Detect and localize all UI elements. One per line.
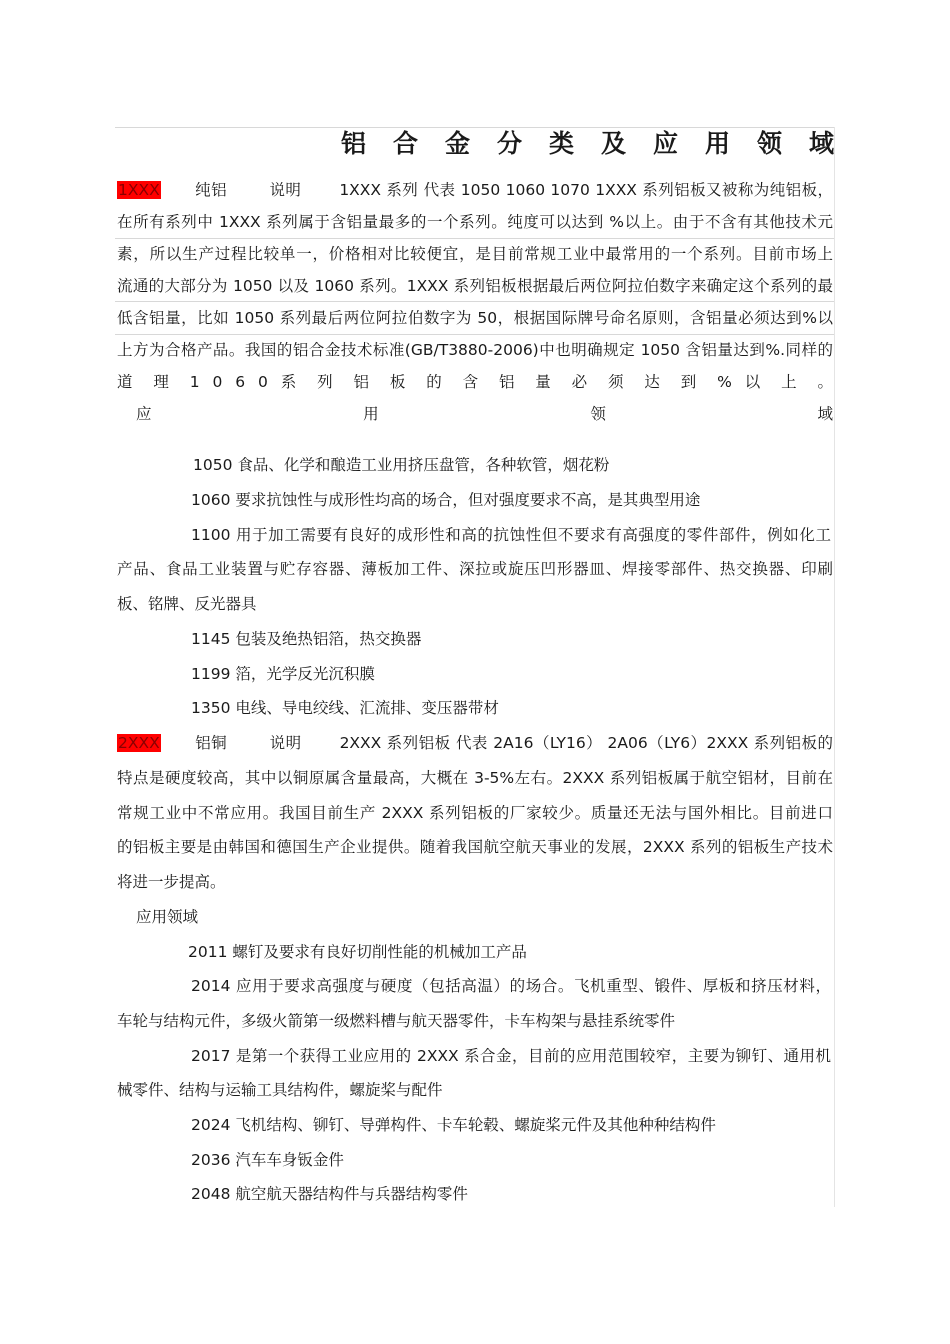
paragraph-line: 的铝板主要是由韩国和德国生产企业提供。随着我国航空航天事业的发展，2XXX 系列的铝板生产技术 (117, 838, 833, 856)
application-item: 1350 电线、导电绞线、汇流排、变压器带材 (191, 699, 499, 717)
section-heading: 应 用 领 域 (136, 405, 833, 423)
application-item: 1100 用于加工需要有良好的成形性和高的抗蚀性但不要求有高强度的零件部件，例如化工 (191, 526, 831, 544)
description-text: 1XXX 系列 代表 1050 1060 1070 1XXX 系列铝板又被称为纯铝板， (339, 181, 833, 199)
paragraph-line: 流通的大部分为 1050 以及 1060 系列。1XXX 系列铝板根据最后两位阿拉伯数字来确定这个系列的最 (117, 277, 833, 295)
paragraph-line: 特点是硬度较高，其中以铜原属含量最高，大概在 3-5%左右。2XXX 系列铝板属于航空铝材，目前在 (117, 769, 833, 787)
application-item: 2011 螺钉及要求有良好切削性能的机械加工产品 (188, 943, 527, 961)
description-label: 说明 (269, 181, 302, 199)
paragraph-line: 常规工业中不常应用。我国目前生产 2XXX 系列铝板的厂家较少。质量还无法与国外相比。目前进口 (117, 804, 833, 822)
series-tag-2xxx: 2XXX (118, 734, 160, 752)
paragraph-line: 车轮与结构元件，多级火箭第一级燃料槽与航天器零件，卡车构架与悬挂系统零件 (117, 1012, 676, 1030)
divider (115, 301, 835, 302)
paragraph-line: 道 理 1 0 6 0 系 列 铝 板 的 含 铝 量 必 须 达 到 % 以 上 。 (117, 373, 833, 391)
paragraph-line: 在所有系列中 1XXX 系列属于含铝量最多的一个系列。纯度可以达到 %以上。由于不含有其他技术元 (117, 213, 833, 231)
description-label: 说明 (269, 734, 302, 752)
paragraph-line: 将进一步提高。 (117, 873, 226, 891)
application-item: 1050 食品、化学和酿造工业用挤压盘管，各种软管，烟花粉 (193, 456, 610, 474)
description-text: 2XXX 系列铝板 代表 2A16（LY16） 2A06（LY6）2XXX 系列铝板的 (339, 734, 833, 752)
paragraph-line: 素，所以生产过程比较单一，价格相对比较便宜，是目前常规工业中最常用的一个系列。目前市场上 (117, 245, 833, 263)
series-name: 铝铜 (194, 734, 228, 752)
page-edge-rule (834, 127, 835, 1207)
application-item: 1199 箔，光学反光沉积膜 (191, 665, 375, 683)
series-name: 纯铝 (194, 181, 228, 199)
application-item: 1145 包装及绝热铝箔，热交换器 (191, 630, 422, 648)
application-item: 1060 要求抗蚀性与成形性均高的场合，但对强度要求不高，是其典型用途 (191, 491, 701, 509)
page-title: 铝合金分类及应用领域 (340, 129, 861, 158)
application-item: 2024 飞机结构、铆钉、导弹构件、卡车轮毂、螺旋桨元件及其他种种结构件 (191, 1116, 716, 1134)
section-heading: 应用领域 (136, 908, 199, 926)
application-item: 2048 航空航天器结构件与兵器结构零件 (191, 1185, 468, 1203)
paragraph-line: 板、铭牌、反光器具 (117, 595, 257, 613)
series-tag-1xxx: 1XXX (118, 181, 160, 199)
section-1xxx-header (117, 180, 833, 200)
section-2xxx-header (117, 733, 833, 753)
paragraph-line: 产品、食品工业装置与贮存容器、薄板加工件、深拉或旋压凹形器皿、焊接零部件、热交换器、印刷 (117, 560, 833, 578)
divider (115, 238, 835, 239)
divider (115, 334, 835, 335)
paragraph-line: 低含铝量，比如 1050 系列最后两位阿拉伯数字为 50，根据国际牌号命名原则，含铝量必须达到%以 (117, 309, 833, 327)
paragraph-line: 械零件、结构与运输工具结构件，螺旋桨与配件 (117, 1081, 443, 1099)
paragraph-line: 上方为合格产品。我国的铝合金技术标准(GB/T3880-2006)中也明确规定 1050 含铝量达到%.同样的 (117, 341, 833, 359)
application-item: 2036 汽车车身钣金件 (191, 1151, 344, 1169)
application-item: 2017 是第一个获得工业应用的 2XXX 系合金，目前的应用范围较窄，主要为铆钉、通用机 (191, 1047, 831, 1065)
application-item: 2014 应用于要求高强度与硬度（包括高温）的场合。飞机重型、锻件、厚板和挤压材料， (191, 977, 831, 995)
